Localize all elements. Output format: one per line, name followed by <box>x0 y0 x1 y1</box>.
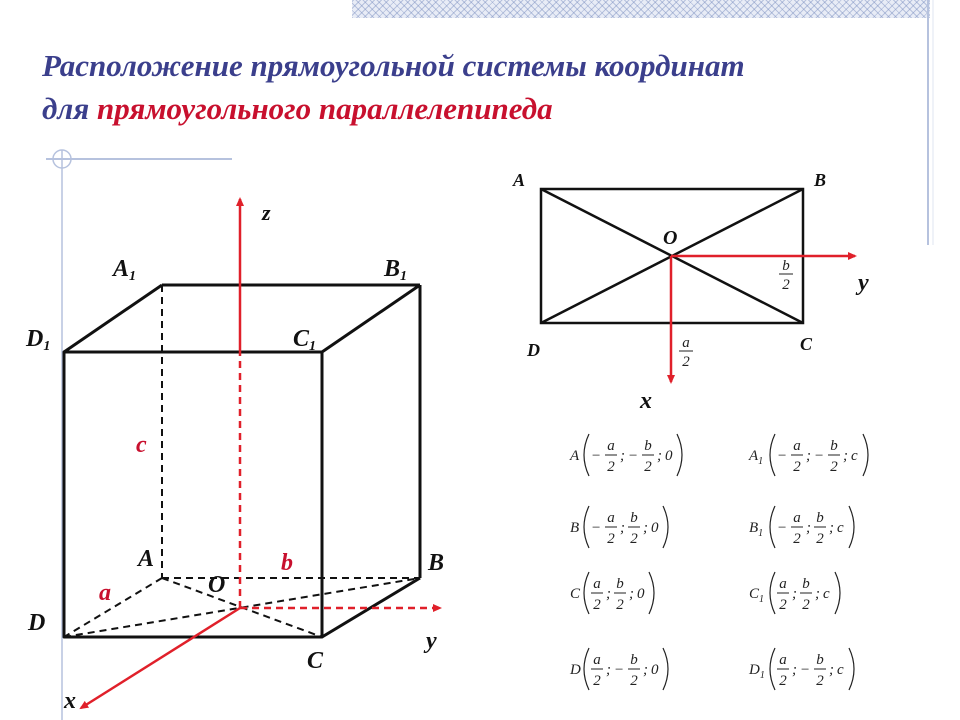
x-axis-label: x <box>64 688 76 714</box>
box-hidden-edges <box>64 285 420 637</box>
svg-text:c: c <box>837 520 844 536</box>
vertex-A: A <box>138 546 155 572</box>
origin-label-3d: O <box>208 572 226 598</box>
svg-text:;: ; <box>620 448 625 464</box>
vertex-B1: B1 <box>384 256 408 284</box>
svg-text:a: a <box>607 510 615 526</box>
svg-text:a: a <box>779 576 787 592</box>
svg-text:b: b <box>616 576 624 592</box>
coordinate-B <box>570 506 668 548</box>
top-x-axis-label: x <box>640 388 652 414</box>
coordinate-C1 <box>749 572 840 614</box>
box-visible-edges <box>64 285 420 637</box>
svg-text:c: c <box>823 586 830 602</box>
svg-text:;: ; <box>843 448 848 464</box>
svg-text:;: ; <box>620 520 625 536</box>
svg-text:b: b <box>816 652 824 668</box>
svg-text:b: b <box>816 510 824 526</box>
svg-text:a: a <box>793 438 801 454</box>
svg-text:2: 2 <box>593 673 601 689</box>
svg-text:;: ; <box>606 662 611 678</box>
top-vertex-A: A <box>513 170 526 190</box>
svg-text:D1: $D_1$ <box>749 662 765 681</box>
svg-text:2: 2 <box>779 597 787 613</box>
vertex-D1: D1 <box>26 326 51 354</box>
svg-text:2: 2 <box>816 531 824 547</box>
box-3d <box>25 199 444 714</box>
svg-text:;: ; <box>643 520 648 536</box>
title-line-2-prefix: для <box>42 91 98 126</box>
coordinate-D1 <box>748 648 854 690</box>
coordinate-D <box>569 648 668 690</box>
svg-text:0: 0 <box>665 448 673 464</box>
svg-text:2: 2 <box>607 531 615 547</box>
top-view-axes <box>671 256 855 382</box>
svg-text:a: a <box>682 335 690 351</box>
y-axis-label: y <box>426 628 437 654</box>
svg-text:2: 2 <box>630 673 638 689</box>
svg-text:−: − <box>591 520 602 536</box>
vertex-C: C <box>307 648 324 674</box>
title-line-1: Расположение прямоугольной системы координат <box>42 48 745 83</box>
svg-text:;: ; <box>629 586 634 602</box>
svg-text:2: 2 <box>802 597 810 613</box>
svg-text:B: B <box>570 520 580 536</box>
svg-text:−: − <box>777 448 788 464</box>
dimension-c-label: c <box>136 432 147 458</box>
svg-text:−: − <box>777 520 788 536</box>
svg-text:−: − <box>800 662 811 678</box>
top-origin-label: O <box>663 227 678 249</box>
svg-text:2: 2 <box>616 597 624 613</box>
top-vertex-B: B <box>814 170 827 190</box>
svg-text:−: − <box>814 448 825 464</box>
x-axis <box>81 608 240 708</box>
slide-decoration <box>46 0 933 720</box>
svg-text:0: 0 <box>637 586 645 602</box>
svg-text:2: 2 <box>682 354 690 370</box>
svg-text:B1: $B_1$ <box>749 520 764 539</box>
svg-text:c: c <box>837 662 844 678</box>
svg-text:2: 2 <box>793 459 801 475</box>
svg-text:;: ; <box>792 662 797 678</box>
top-y-axis-label: y <box>858 270 869 296</box>
svg-text:2: 2 <box>779 673 787 689</box>
svg-text:;: ; <box>829 520 834 536</box>
svg-text:0: 0 <box>651 520 659 536</box>
svg-text:a: a <box>607 438 615 454</box>
dimension-a-label: a <box>99 580 111 606</box>
svg-text:2: 2 <box>830 459 838 475</box>
svg-text:;: ; <box>643 662 648 678</box>
svg-text:−: − <box>614 662 625 678</box>
svg-text:−: − <box>591 448 602 464</box>
svg-text:2: 2 <box>816 673 824 689</box>
svg-text:2: 2 <box>607 459 615 475</box>
svg-text:a: a <box>793 510 801 526</box>
svg-text:D: D <box>570 662 581 678</box>
svg-text:b: b <box>802 576 810 592</box>
svg-text:a: a <box>779 652 787 668</box>
top-view <box>512 170 869 414</box>
svg-text:;: ; <box>606 586 611 602</box>
coordinate-C <box>570 572 654 614</box>
vertex-A1: A1 <box>113 256 137 284</box>
svg-text:b: b <box>830 438 838 454</box>
coordinate-A <box>569 434 682 476</box>
svg-text:2: 2 <box>793 531 801 547</box>
svg-text:0: 0 <box>651 662 659 678</box>
svg-text:C: C <box>570 586 581 602</box>
svg-text:b: b <box>630 652 638 668</box>
svg-text:A1: $A_1$ <box>749 448 764 467</box>
title-line-2-accent: прямоугольного параллелепипеда <box>97 91 553 126</box>
coordinate-B1 <box>749 506 854 548</box>
svg-text:A: A <box>570 448 580 464</box>
svg-text:;: ; <box>806 448 811 464</box>
dimension-b-label: b <box>281 550 293 576</box>
svg-text:;: ; <box>815 586 820 602</box>
svg-text:2: 2 <box>630 531 638 547</box>
svg-text:2: 2 <box>593 597 601 613</box>
z-axis-label: z <box>262 200 271 225</box>
half-a-fraction <box>679 335 693 370</box>
vertex-D: D <box>28 610 46 636</box>
vertex-C1: C1 <box>293 326 317 354</box>
svg-text:−: − <box>628 448 639 464</box>
svg-text:;: ; <box>806 520 811 536</box>
vertex-coordinates <box>569 434 868 690</box>
svg-text:C1: $C_1$ <box>749 586 765 605</box>
svg-text:2: 2 <box>782 277 790 293</box>
half-b-fraction <box>779 258 793 293</box>
svg-text:b: b <box>782 258 790 274</box>
top-vertex-D: D <box>527 340 540 360</box>
svg-text:;: ; <box>792 586 797 602</box>
svg-text:a: a <box>593 576 601 592</box>
svg-text:b: b <box>630 510 638 526</box>
svg-text:;: ; <box>657 448 662 464</box>
top-vertex-C: C <box>800 334 813 354</box>
coordinate-A1 <box>748 434 868 476</box>
svg-text:b: b <box>644 438 652 454</box>
svg-text:;: ; <box>829 662 834 678</box>
vertex-B: B <box>428 550 445 576</box>
svg-text:2: 2 <box>644 459 652 475</box>
svg-text:a: a <box>593 652 601 668</box>
svg-text:c: c <box>851 448 858 464</box>
